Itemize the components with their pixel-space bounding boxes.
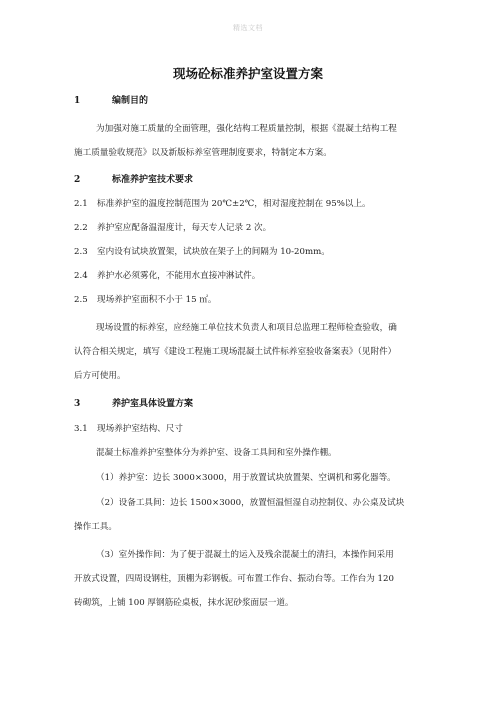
item-number: 2.3 bbox=[74, 247, 88, 257]
section-number: 2 bbox=[74, 175, 81, 185]
section-3-point-3-line: 砖砌筑，上铺 100 厚钢筋砼桌板，抹水泥砂浆面层一道。 bbox=[74, 598, 294, 608]
subsection-number: 3.1 bbox=[74, 424, 88, 434]
subsection-heading bbox=[74, 423, 183, 435]
section-2-paragraph-line: 现场设置的标养室，应经施工单位技术负责人和项目总监理工程师检查验收，确 bbox=[96, 323, 397, 333]
section-1-heading bbox=[74, 95, 148, 107]
section-3-intro: 混凝土标准养护室整体分为养护室、设备工具间和室外操作棚。 bbox=[96, 448, 337, 458]
list-item bbox=[74, 198, 371, 210]
section-3-point-3-line: 开放式设置，四周设钢柱，顶棚为彩钢板。可布置工作台、振动台等。工作台为 120 bbox=[74, 574, 394, 584]
item-number: 2.2 bbox=[74, 223, 88, 233]
subsection-title: 现场养护室结构、尺寸 bbox=[97, 424, 183, 434]
item-number: 2.5 bbox=[74, 295, 88, 305]
section-number: 3 bbox=[74, 399, 81, 409]
section-2-paragraph-line: 后方可使用。 bbox=[74, 371, 126, 381]
list-item bbox=[74, 246, 330, 258]
item-text: 室内设有试块放置架，试块放在架子上的间隔为 10-20mm。 bbox=[97, 247, 330, 257]
section-1-paragraph-line: 为加强对施工质量的全面管理，强化结构工程质量控制，根据《混凝土结构工程 bbox=[96, 124, 397, 134]
section-title: 编制目的 bbox=[112, 96, 149, 106]
section-2-heading bbox=[74, 174, 193, 186]
section-3-point-2-line: （2）设备工具间：边长 1500×3000，放置恒温恒湿自动控制仪、办公桌及试块 bbox=[96, 498, 405, 508]
item-number: 2.1 bbox=[74, 199, 88, 209]
list-item bbox=[74, 294, 217, 306]
section-number: 1 bbox=[74, 96, 81, 106]
watermark-text: 精选文档 bbox=[233, 24, 263, 32]
section-3-point-1: （1）养护室：边长 3000×3000，用于放置试块放置架、空调机和雾化器等。 bbox=[96, 473, 396, 483]
section-1-paragraph-line: 施工质量验收规范》以及新版标养室管理制度要求，特制定本方案。 bbox=[74, 148, 332, 158]
item-text: 标准养护室的温度控制范围为 20℃±2℃，相对湿度控制在 95%以上。 bbox=[97, 199, 371, 209]
item-number: 2.4 bbox=[74, 271, 88, 281]
section-3-heading bbox=[74, 398, 193, 410]
section-2-paragraph-line: 认符合相关规定，填写《建设工程施工现场混凝土试件标养室验收备案表》（见附件） bbox=[74, 347, 397, 357]
item-text: 养护室应配备温湿度计，每天专人记录 2 次。 bbox=[97, 223, 272, 233]
list-item bbox=[74, 222, 271, 234]
document-title: 现场砼标准养护室设置方案 bbox=[172, 66, 323, 81]
list-item bbox=[74, 270, 260, 282]
section-title: 标准养护室技术要求 bbox=[112, 175, 194, 185]
item-text: 养护水必须雾化，不能用水直接冲淋试件。 bbox=[97, 271, 261, 281]
section-3-point-3-line: （3）室外操作间：为了便于混凝土的运入及残余混凝土的清扫，本操作间采用 bbox=[96, 550, 394, 560]
section-title: 养护室具体设置方案 bbox=[112, 399, 194, 409]
section-3-point-2-line: 操作工具。 bbox=[74, 522, 117, 532]
item-text: 现场养护室面积不小于 15 ㎡。 bbox=[97, 295, 217, 305]
